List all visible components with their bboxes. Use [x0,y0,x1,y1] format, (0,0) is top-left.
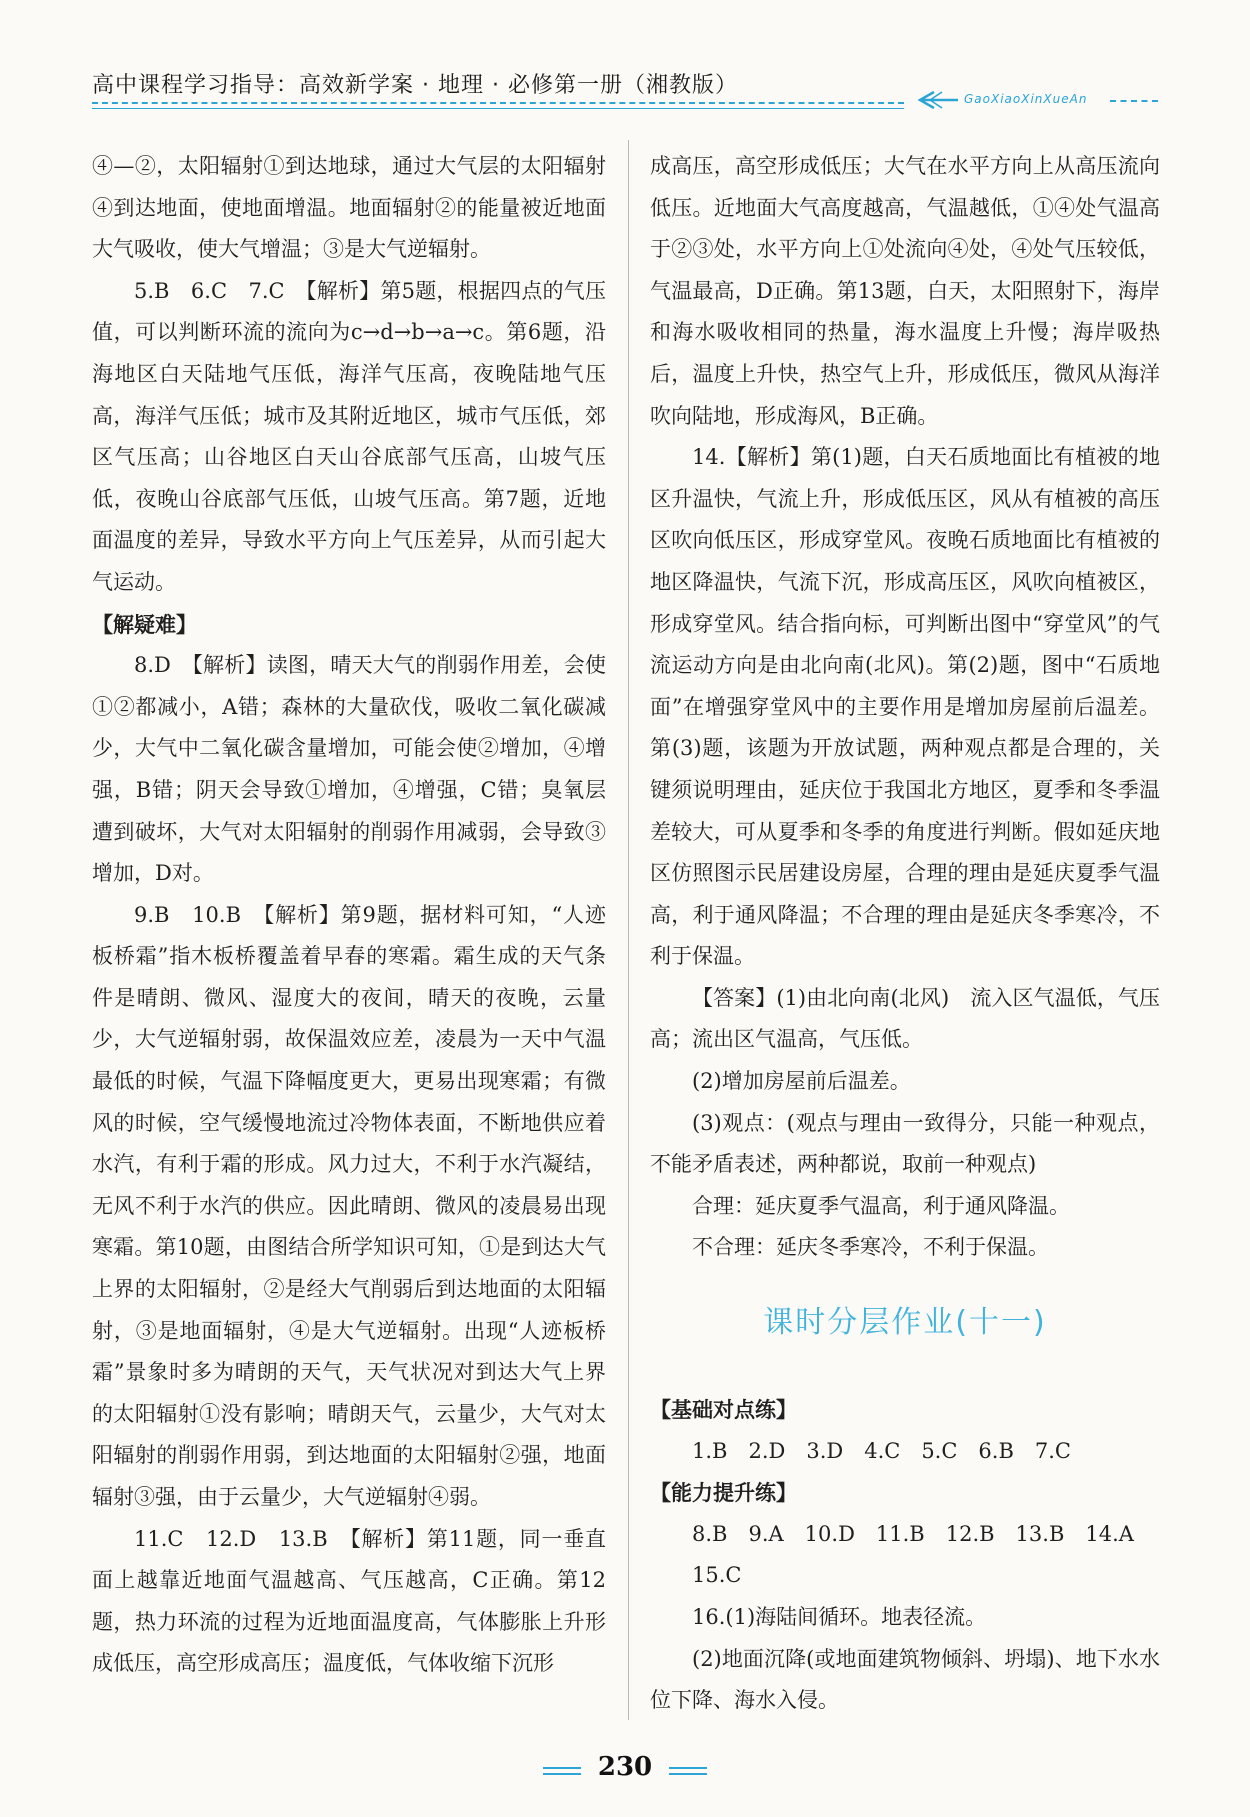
paragraph-4: ④—②，太阳辐射①到达地球，通过大气层的太阳辐射④到达地面，使地面增温。地面辐射②的能量被近地面大气吸收，使大气增温；③是大气逆辐射。 [92,154,606,262]
page-header [92,66,1158,116]
paragraph-5-7: 5.B 6.C 7.C 【解析】第5题，根据四点的气压值，可以判断环流的流向为c→d→b→a→c。第6题，沿海地区白天陆地气压低，海洋气压高，夜晚陆地气压高，海洋气压低；城市及其附近地区，城市气压低，郊区气压高；山谷地区白天山谷底部气压高，山坡气压低，夜晚山谷底部气压低，山坡气压高。第7题，近地面温度的差异，导致水平方向上气压差异，从而引起大气运动。 [92,278,606,594]
section-tag-jieyinan: 【解疑难】 [92,611,197,637]
answer-3-reasonable: 合理：延庆夏季气温高，利于通风降温。 [692,1193,1070,1218]
header-dashed-rule [92,102,904,104]
footer-rule-left [543,1763,581,1779]
answer-16-2: (2)地面沉降(或地面建筑物倾斜、坍塌)、地下水水位下降、海水入侵。 [650,1646,1160,1713]
section-tag-advanced: 【能力提升练】 [650,1480,797,1506]
left-column [92,146,606,1685]
answer-3-unreasonable: 不合理：延庆冬季寒冷，不利于保温。 [692,1235,1049,1260]
answer-3: (3)观点：(观点与理由一致得分，只能一种观点，不能矛盾表述，两种都说，取前一种观点) [650,1110,1160,1177]
answer-15: 15.C [692,1563,742,1588]
back-arrow-icon [912,88,960,112]
header-title: 高中课程学习指导：高效新学案 · 地理 · 必修第一册（湘教版） [92,73,738,98]
column-divider [628,140,629,1720]
footer-rule-right [669,1763,707,1779]
answer-2: (2)增加房屋前后温差。 [692,1069,911,1094]
header-brand [912,88,1158,116]
answers-advanced: 8.B 9.A 10.D 11.B 12.B 13.B 14.A [692,1521,1134,1546]
brand-dash [1110,100,1158,102]
paragraph-13-cont: 成高压，高空形成低压；大气在水平方向上从高压流向低压。近地面大气高度越高，气温越低，①④处气温高于②③处，水平方向上①处流向④处，④处气压较低，气温最高，D正确。第13题，白天，太阳照射下，海岸和海水吸收相同的热量，海水温度上升慢；海岸吸热后，温度上升快，热空气上升，形成低压，微风从海洋吹向陆地，形成海风，B正确。 [650,154,1160,428]
section-title: 课时分层作业(十一) [763,1305,1047,1341]
page-footer [0,1752,1250,1782]
section-tag-basic: 【基础对点练】 [650,1397,797,1423]
answer-16-1: 16.(1)海陆间循环。地表径流。 [692,1605,987,1629]
brand-text: GaoXiaoXinXueAn [964,92,1088,106]
right-column [650,146,1160,1722]
answer-1: 【答案】(1)由北向南(北风) 流入区气温低，气压高；流出区气温高，气压低。 [650,985,1160,1052]
paragraph-8: 8.D 【解析】读图，晴天大气的削弱作用差，会使①②都减小，A错；森林的大量砍伐，吸收二氧化碳减少，大气中二氧化碳含量增加，可能会使②增加，④增强，B错；阴天会导致①增加，④增强，C错；臭氧层遭到破坏，大气对太阳辐射的削弱作用减弱，会导致③增加，D对。 [92,653,606,886]
paragraph-9-10: 9.B 10.B 【解析】第9题，据材料可知，“人迹板桥霜”指木板桥覆盖着早春的寒霜。霜生成的天气条件是晴朗、微风、湿度大的夜间，晴天的夜晚，云量少，大气逆辐射弱，故保温效应差，凌晨为一天中气温最低的时候，气温下降幅度更大，更易出现寒霜；有微风的时候，空气缓慢地流过冷物体表面，不断地供应着水汽，有利于霜的形成。风力过大，不利于水汽凝结，无风不利于水汽的供应。因此晴朗、微风的凌晨易出现寒霜。第10题，由图结合所学知识可知，①是到达大气上界的太阳辐射，②是经大气削弱后到达地面的太阳辐射，③是地面辐射，④是大气逆辐射。出现“人迹板桥霜”景象时多为晴朗的天气，天气状况对到达大气上界的太阳辐射①没有影响；晴朗天气，云量少，大气对太阳辐射的削弱作用弱，到达地面的太阳辐射②强，地面辐射③强，由于云量少，大气逆辐射④弱。 [92,902,606,1509]
header-rule [92,108,904,109]
answers-basic: 1.B 2.D 3.D 4.C 5.C 6.B 7.C [692,1438,1071,1463]
page-number: 230 [597,1752,653,1782]
paragraph-11-13: 11.C 12.D 13.B 【解析】第11题，同一垂直面上越靠近地面气温越高、气压越高，C正确。第12题，热力环流的过程为近地面温度高，气体膨胀上升形成低压，高空形成高压；温度低，气体收缩下沉形 [92,1526,606,1676]
paragraph-14: 14.【解析】第(1)题，白天石质地面比有植被的地区升温快，气流上升，形成低压区，风从有植被的高压区吹向低压区，形成穿堂风。夜晚石质地面比有植被的地区降温快，气流下沉，形成高压区，风吹向植被区，形成穿堂风。结合指向标，可判断出图中“穿堂风”的气流运动方向是由北向南(北风)。第(2)题，图中“石质地面”在增强穿堂风中的主要作用是增加房屋前后温差。第(3)题，该题为开放试题，两种观点都是合理的，关键须说明理由，延庆位于我国北方地区，夏季和冬季温差较大，可从夏季和冬季的角度进行判断。假如延庆地区仿照图示民居建设房屋，合理的理由是延庆夏季气温高，利于通风降温；不合理的理由是延庆冬季寒冷，不利于保温。 [650,445,1160,969]
